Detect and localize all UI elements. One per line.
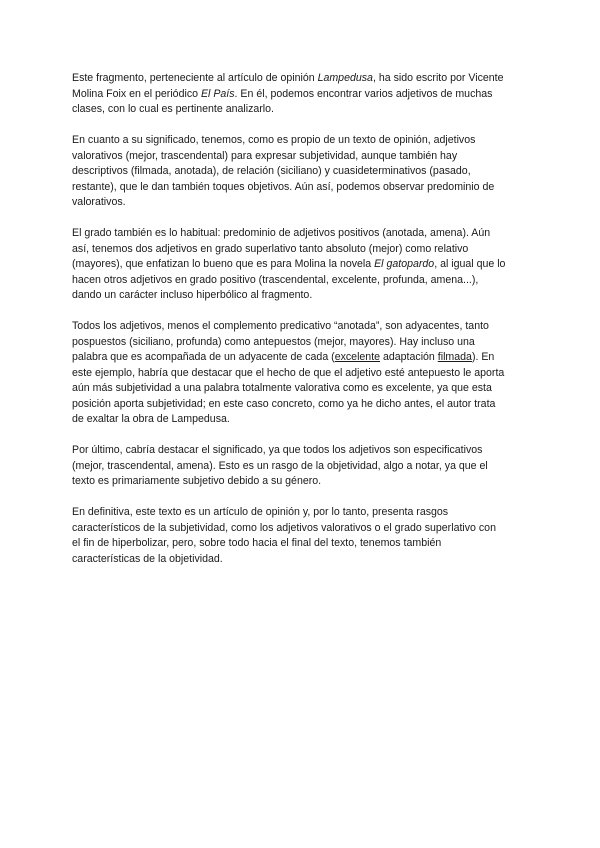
text-run: El grado también es lo habitual: predominio de adjetivos positivos (anotada, amena). Aún bbox=[72, 227, 491, 239]
text-run: (mejor, trascendental, amena). Esto es un rasgo de la objetividad, algo a notar, ya que el bbox=[72, 459, 488, 472]
text-run: el fin de hiperbolizar, pero, sobre todo hacia el final del texto, tenemos también bbox=[72, 537, 442, 549]
text-line bbox=[72, 381, 528, 397]
text-run: , al igual que lo bbox=[434, 258, 506, 270]
paragraph bbox=[72, 505, 528, 567]
text-run: . En él, podemos encontrar varios adjetivos de muchas bbox=[234, 87, 493, 100]
text-run: pospuestos (siciliano, profunda) como antepuestos (mejor, mayores). Hay incluso una bbox=[72, 335, 475, 348]
text-line bbox=[72, 164, 528, 180]
text-line bbox=[72, 71, 528, 87]
paragraph bbox=[72, 319, 528, 428]
text-run: En cuanto a su significado, tenemos, como es propio de un texto de opinión, adjetivos bbox=[72, 134, 476, 146]
text-run: , ha sido escrito por Vicente bbox=[372, 72, 504, 84]
paragraph bbox=[72, 226, 528, 304]
text-line bbox=[72, 195, 528, 211]
text-run: hacen otros adjetivos en grado positivo (trascendental, excelente, profunda, amena...), bbox=[72, 273, 479, 286]
text-run: ). En bbox=[471, 351, 495, 363]
text-run: adaptación bbox=[380, 351, 438, 363]
text-line bbox=[72, 505, 528, 521]
text-line bbox=[72, 226, 528, 242]
text-line bbox=[72, 521, 528, 537]
text-line bbox=[72, 180, 528, 196]
underlined-word: excelente bbox=[334, 351, 381, 363]
text-run: (mayores), que enfatizan lo bueno que es para Molina la novela bbox=[72, 258, 375, 270]
text-line bbox=[72, 459, 528, 475]
paragraph bbox=[72, 71, 528, 118]
text-run: este ejemplo, habría que destacar que el hecho de que el adjetivo esté antepuesto le aporta bbox=[72, 366, 505, 379]
text-run: Molina Foix en el periódico bbox=[72, 87, 201, 100]
text-run: característicos de la subjetividad, como los adjetivos valorativos o el grado superlativo con bbox=[72, 521, 496, 534]
text-run: valorativos (mejor, trascendental) para expresar subjetividad, aunque también hay bbox=[72, 149, 458, 162]
text-line bbox=[72, 288, 528, 304]
text-run: Por último, cabría destacar el significado, ya que todos los adjetivos son especificativos bbox=[72, 444, 483, 456]
text-run: clases, con lo cual es pertinente analizarlo. bbox=[72, 103, 274, 115]
paragraph bbox=[72, 443, 528, 490]
italic-title: El gatopardo bbox=[374, 258, 435, 270]
text-line bbox=[72, 257, 528, 273]
italic-title: Lampedusa bbox=[317, 72, 373, 84]
text-line bbox=[72, 350, 528, 366]
text-run: valorativos. bbox=[72, 196, 126, 208]
text-run: aún más subjetividad a una palabra totalmente valorativa como es excelente, ya que esta bbox=[72, 382, 492, 394]
text-line bbox=[72, 242, 528, 258]
text-line bbox=[72, 335, 528, 351]
text-run: características de la objetividad. bbox=[72, 552, 223, 565]
text-line bbox=[72, 102, 528, 118]
text-line bbox=[72, 397, 528, 413]
paragraph bbox=[72, 133, 528, 211]
text-run: posición aporta subjetividad; en este caso concreto, como ya he dicho antes, el autor trata bbox=[72, 397, 496, 410]
text-line bbox=[72, 319, 528, 335]
text-run: palabra que es acompañada de un adyacente de cada ( bbox=[72, 351, 335, 363]
text-line bbox=[72, 273, 528, 289]
text-line bbox=[72, 149, 528, 165]
text-run: texto es primariamente subjetivo debido a su género. bbox=[72, 475, 322, 487]
document-page bbox=[72, 71, 528, 583]
text-line bbox=[72, 474, 528, 490]
text-line bbox=[72, 536, 528, 552]
underlined-word: filmada bbox=[437, 351, 472, 363]
italic-title: El País bbox=[200, 87, 235, 100]
text-run: descriptivos (filmada, anotada), de relación (siciliano) y cuasideterminativos (pasado, bbox=[72, 165, 471, 177]
text-line bbox=[72, 366, 528, 382]
text-run: así, tenemos dos adjetivos en grado superlativo tanto absoluto (mejor) como relativo bbox=[72, 242, 469, 255]
text-run: En definitiva, este texto es un artículo de opinión y, por lo tanto, presenta rasgos bbox=[72, 506, 449, 518]
text-line bbox=[72, 412, 528, 428]
text-line bbox=[72, 552, 528, 568]
text-run: Todos los adjetivos, menos el complemento predicativo “anotada”, son adyacentes, tanto bbox=[72, 320, 489, 332]
text-line bbox=[72, 443, 528, 459]
text-run: restante), que le dan también toques objetivos. Aún así, podemos observar predominio de bbox=[72, 180, 495, 193]
text-run: Este fragmento, perteneciente al artículo de opinión bbox=[72, 72, 318, 84]
text-line bbox=[72, 133, 528, 149]
text-run: de exaltar la obra de Lampedusa. bbox=[72, 413, 230, 425]
text-line bbox=[72, 87, 528, 103]
text-run: dando un carácter incluso hiperbólico al fragmento. bbox=[72, 289, 313, 301]
